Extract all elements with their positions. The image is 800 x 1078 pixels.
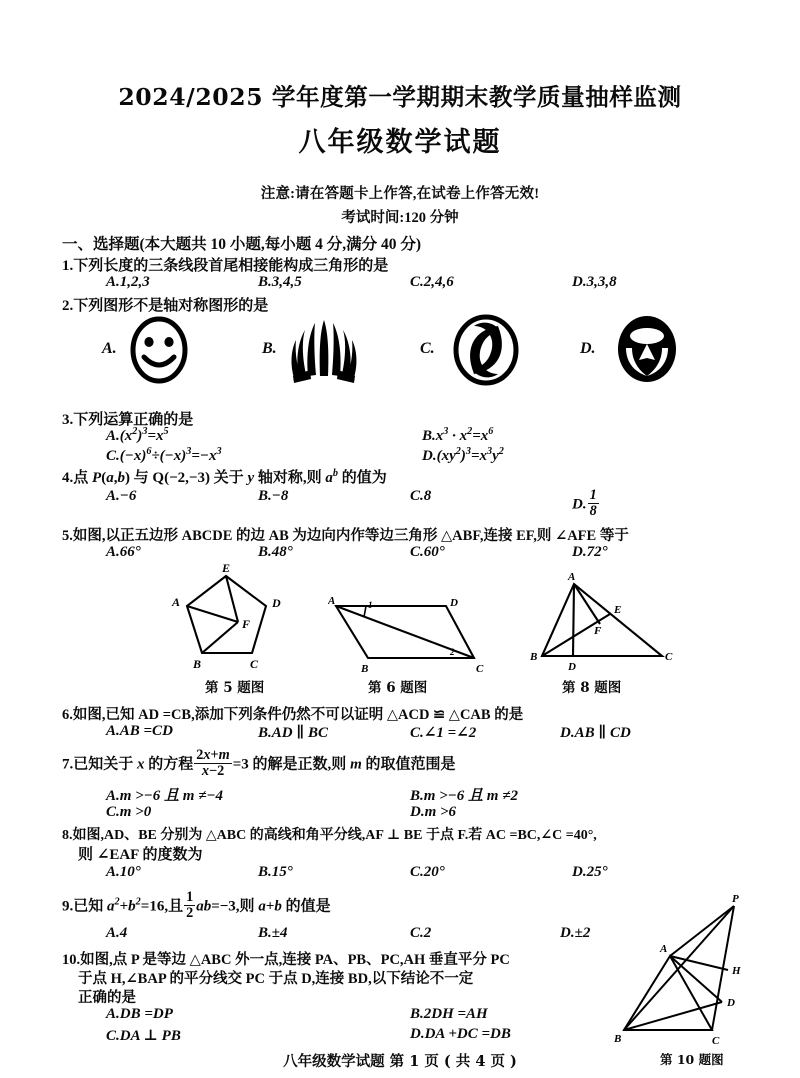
- exam-notice: 注意:请在答题卡上作答,在试卷上作答无效!: [260, 186, 540, 202]
- q10-option-b[interactable]: B.2DH =AH: [410, 1006, 488, 1022]
- svg-text:A: A: [568, 571, 576, 583]
- svg-text:H: H: [732, 965, 741, 977]
- section-heading: 一、选择题(本大题共 10 小题,每小题 4 分,满分 40 分): [62, 236, 422, 253]
- q9-option-a[interactable]: A.4: [106, 925, 128, 941]
- svg-text:A: A: [660, 943, 668, 955]
- page-title: 2024/2025 学年度第一学期期末教学质量抽样监测: [118, 83, 682, 111]
- smiley-face-logo[interactable]: [128, 315, 190, 385]
- question-7-stem: 7.已知关于 x 的方程 $\frac{2x+m}{x-2}$ =3 的解是正数,则 m 的取值范围是: [62, 747, 456, 779]
- q6-option-d[interactable]: D.AB ∥ CD: [560, 725, 631, 741]
- svg-text:B: B: [193, 657, 202, 671]
- figure-question-6: [328, 582, 493, 674]
- svg-text:B: B: [614, 1033, 622, 1045]
- question-10-stem-line1: 10.如图,点 P 是等边 △ABC 外一点,连接 PA、PB、PC,AH 垂直平分 PC: [62, 952, 510, 968]
- q10-option-c[interactable]: C.DA ⊥ PB: [106, 1028, 181, 1044]
- q4-option-a[interactable]: A.−6: [106, 488, 137, 504]
- svg-text:C: C: [476, 663, 484, 674]
- subject-title: 八年级数学试题: [298, 127, 502, 158]
- question-4-stem: 4.点 P(a,b) 与 Q(−2,−3) 关于 y 轴对称,则 $a^b$ 的值为: [62, 468, 387, 486]
- svg-text:D: D: [272, 596, 281, 610]
- question-9-stem: 9.已知 $a^2+b^2=16$,且 $\frac{1}{2}$ ab=−3,则 a+b 的值是: [62, 889, 331, 921]
- svg-text:P: P: [732, 893, 739, 905]
- svg-text:F: F: [594, 625, 602, 637]
- q1-option-c[interactable]: C.2,4,6: [410, 274, 454, 290]
- q7-option-b[interactable]: B.m >−6 且 m ≠2: [410, 788, 518, 804]
- q1-option-a[interactable]: A.1,2,3: [106, 274, 150, 290]
- q6-option-c[interactable]: C.∠1 =∠2: [410, 725, 477, 741]
- figure-8-caption: 第 8 题图: [562, 680, 622, 696]
- q8-option-b[interactable]: B.15°: [258, 864, 293, 880]
- q2-option-d-label[interactable]: D.: [580, 340, 596, 357]
- q5-option-a[interactable]: A.66°: [106, 544, 141, 560]
- svg-text:1: 1: [368, 600, 373, 610]
- svg-text:D: D: [568, 661, 576, 673]
- exam-duration: 考试时间:120 分钟: [341, 210, 459, 226]
- q2-option-b-label[interactable]: B.: [262, 340, 277, 357]
- q7-option-a[interactable]: A.m >−6 且 m ≠−4: [106, 788, 224, 804]
- q8-option-c[interactable]: C.20°: [410, 864, 445, 880]
- q5-option-c[interactable]: C.60°: [410, 544, 445, 560]
- svg-text:A: A: [172, 595, 181, 609]
- q3-option-d[interactable]: $D.(xy^2)^3=x^3y^2$: [422, 446, 504, 464]
- svg-text:C: C: [250, 657, 259, 671]
- question-10-stem-line2: 于点 H,∠BAP 的平分线交 PC 于点 D,连接 BD,以下结论不一定: [78, 971, 474, 987]
- question-1-stem: 1.下列长度的三条线段首尾相接能构成三角形的是: [62, 258, 389, 274]
- q6-option-b[interactable]: B.AD ∥ BC: [258, 725, 329, 741]
- q8-option-a[interactable]: A.10°: [106, 864, 141, 880]
- q5-option-d[interactable]: D.72°: [572, 544, 608, 560]
- svg-text:A: A: [328, 595, 336, 607]
- figure-question-8: [522, 566, 677, 674]
- q7-option-c[interactable]: C.m >0: [106, 804, 152, 820]
- q9-option-c[interactable]: C.2: [410, 925, 432, 941]
- tulip-oval-logo[interactable]: [614, 314, 680, 384]
- q4-option-d[interactable]: D. $\frac{1}{8}$: [572, 487, 597, 519]
- question-5-stem: 5.如图,以正五边形 ABCDE 的边 AB 为边向内作等边三角形 △ABF,连接 EF,则 ∠AFE 等于: [62, 528, 629, 544]
- question-3-stem: 3.下列运算正确的是: [62, 412, 194, 428]
- svg-text:B: B: [361, 663, 369, 674]
- q10-option-a[interactable]: A.DB =DP: [106, 1006, 173, 1022]
- svg-text:C: C: [665, 651, 673, 663]
- svg-text:D: D: [450, 597, 458, 609]
- svg-text:2: 2: [450, 647, 455, 657]
- question-8-stem-line2: 则 ∠EAF 的度数为: [78, 847, 203, 863]
- huawei-petal-logo[interactable]: [288, 314, 360, 386]
- svg-text:E: E: [222, 562, 231, 575]
- q2-option-a-label[interactable]: A.: [102, 340, 117, 357]
- q6-option-a[interactable]: A.AB =CD: [106, 723, 173, 739]
- q5-option-b[interactable]: B.48°: [258, 544, 293, 560]
- figure-5-caption: 第 5 题图: [205, 680, 265, 696]
- q8-option-d[interactable]: D.25°: [572, 864, 608, 880]
- svg-text:D: D: [727, 997, 735, 1009]
- dongfeng-ring-logo[interactable]: [452, 314, 520, 386]
- q3-option-b[interactable]: $B.x^3 \cdot x^2=x^6$: [422, 426, 494, 444]
- q4-option-b[interactable]: B.−8: [258, 488, 289, 504]
- figure-question-10: [612, 890, 792, 1050]
- svg-text:B: B: [530, 651, 538, 663]
- q3-option-c[interactable]: $C.(-x)^6\div(-x)^3=-x^3$: [106, 446, 222, 464]
- q1-option-d[interactable]: D.3,3,8: [572, 274, 617, 290]
- q9-option-b[interactable]: B.±4: [258, 925, 288, 941]
- q4-option-c[interactable]: C.8: [410, 488, 432, 504]
- question-2-stem: 2.下列图形不是轴对称图形的是: [62, 298, 269, 314]
- figure-10-caption: 第 10 题图: [660, 1052, 724, 1067]
- figure-question-5: [160, 562, 295, 674]
- question-6-stem: 6.如图,已知 AD =CB,添加下列条件仍然不可以证明 △ACD ≌ △CAB 的是: [62, 707, 524, 723]
- q1-option-b[interactable]: B.3,4,5: [258, 274, 302, 290]
- q2-option-c-label[interactable]: C.: [420, 340, 435, 357]
- question-8-stem-line1: 8.如图,AD、BE 分别为 △ABC 的高线和角平分线,AF ⊥ BE 于点 F.若 AC =BC,∠C =40°,: [62, 828, 597, 843]
- q3-option-a[interactable]: $A.(x^2)^3=x^5$: [106, 426, 169, 444]
- svg-text:F: F: [242, 617, 251, 631]
- question-10-stem-line3: 正确的是: [78, 990, 136, 1006]
- svg-text:E: E: [614, 604, 622, 616]
- q9-option-d[interactable]: D.±2: [560, 925, 591, 941]
- q10-option-d[interactable]: D.DA +DC =DB: [410, 1026, 511, 1042]
- q7-option-d[interactable]: D.m >6: [410, 804, 457, 820]
- figure-6-caption: 第 6 题图: [368, 680, 428, 696]
- svg-text:C: C: [712, 1035, 720, 1047]
- page-footer: 八年级数学试题 第 1 页 ( 共 4 页 ): [283, 1053, 517, 1070]
